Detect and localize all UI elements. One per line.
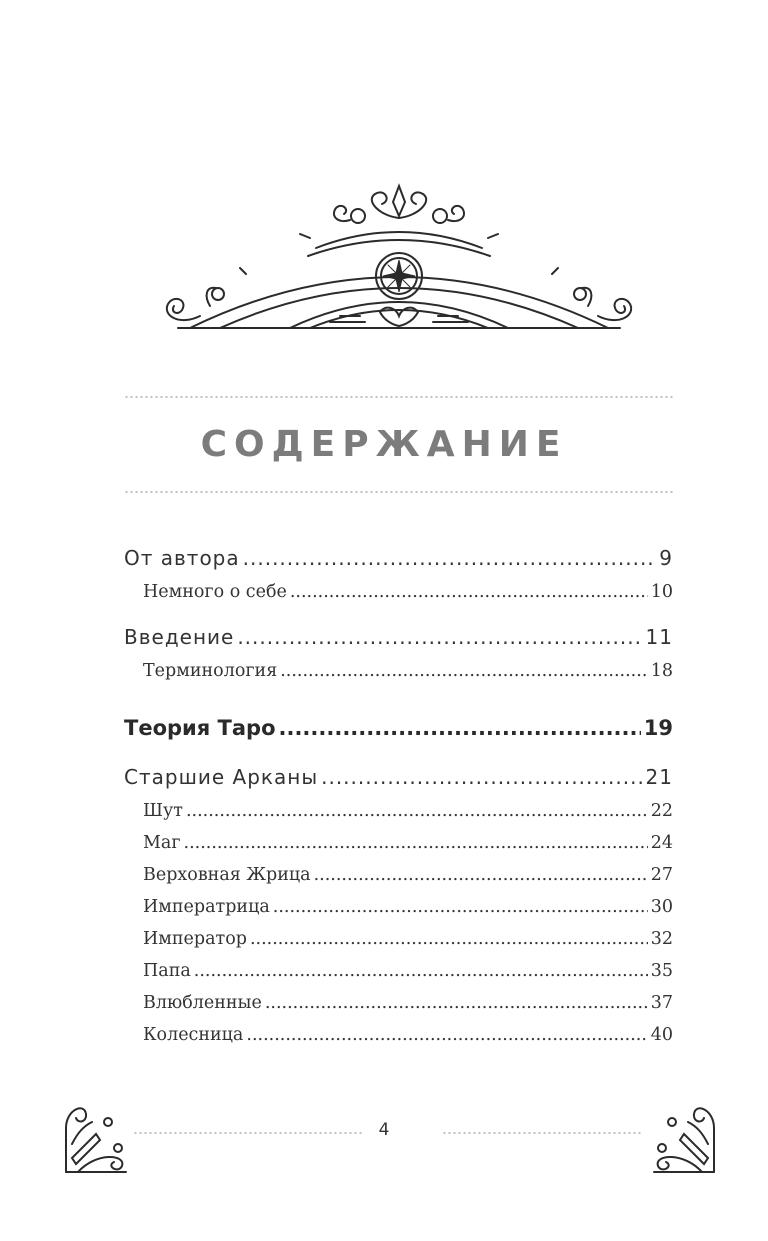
toc-entry[interactable] bbox=[143, 929, 673, 949]
toc-leader-dots bbox=[237, 625, 642, 649]
footer-right-rule bbox=[442, 1131, 642, 1135]
toc-entry-page: 35 bbox=[650, 961, 673, 981]
toc-entry[interactable] bbox=[124, 546, 673, 570]
toc-entry-page: 22 bbox=[650, 801, 673, 821]
toc-entry-page: 9 bbox=[659, 546, 673, 570]
toc-leader-dots bbox=[321, 765, 642, 789]
toc-entry[interactable] bbox=[143, 897, 673, 917]
toc-entry[interactable] bbox=[124, 625, 673, 649]
page-title: СОДЕРЖАНИЕ bbox=[200, 424, 568, 465]
toc-entry[interactable] bbox=[143, 833, 673, 853]
bottom-right-corner-ornament bbox=[650, 1088, 724, 1174]
toc-leader-dots bbox=[184, 833, 648, 853]
toc-entry-page: 30 bbox=[650, 897, 673, 917]
title-bottom-rule bbox=[124, 490, 674, 494]
toc-entry-title: Немного о себе bbox=[143, 582, 287, 602]
page-number: 4 bbox=[378, 1120, 390, 1140]
toc-entry-page: 24 bbox=[650, 833, 673, 853]
toc-entry-page: 21 bbox=[645, 765, 673, 789]
title-top-rule bbox=[124, 395, 674, 399]
toc-entry[interactable] bbox=[143, 993, 673, 1013]
footer-left-rule bbox=[133, 1131, 367, 1135]
toc-leader-dots bbox=[186, 801, 648, 821]
toc-leader-dots bbox=[246, 1025, 647, 1045]
toc-leader-dots bbox=[250, 929, 648, 949]
toc-entry-page: 18 bbox=[650, 661, 673, 681]
toc-entry-title: Теория Таро bbox=[124, 716, 276, 740]
toc-leader-dots bbox=[314, 865, 648, 885]
toc-leader-dots bbox=[243, 546, 657, 570]
toc-entry[interactable] bbox=[143, 582, 673, 602]
toc-leader-dots bbox=[194, 961, 648, 981]
toc-leader-dots bbox=[273, 897, 648, 917]
toc-entry-page: 27 bbox=[650, 865, 673, 885]
toc-entry-title: Маг bbox=[143, 833, 181, 853]
toc-entry[interactable] bbox=[124, 765, 673, 789]
toc-entry[interactable] bbox=[143, 1025, 673, 1045]
toc-entry-page: 40 bbox=[650, 1025, 673, 1045]
toc-entry-title: Терминология bbox=[143, 661, 278, 681]
toc-leader-dots bbox=[290, 582, 648, 602]
toc-entry[interactable] bbox=[143, 865, 673, 885]
bottom-left-corner-ornament bbox=[56, 1088, 130, 1174]
toc-entry[interactable] bbox=[143, 661, 673, 681]
toc-entry-title: Колесница bbox=[143, 1025, 244, 1045]
toc-entry-page: 32 bbox=[650, 929, 673, 949]
toc-part-entry[interactable] bbox=[124, 716, 673, 740]
toc-leader-dots bbox=[280, 661, 647, 681]
toc-entry-title: Шут bbox=[143, 801, 183, 821]
toc-entry[interactable] bbox=[143, 961, 673, 981]
toc-entry-title: Введение bbox=[124, 625, 235, 649]
toc-entry-page: 11 bbox=[645, 625, 673, 649]
toc-entry-page: 10 bbox=[650, 582, 673, 602]
top-arch-ornament bbox=[160, 176, 638, 336]
toc-entry-title: Папа bbox=[143, 961, 191, 981]
toc-entry[interactable] bbox=[143, 801, 673, 821]
toc-entry-page: 37 bbox=[650, 993, 673, 1013]
toc-leader-dots bbox=[265, 993, 648, 1013]
toc-entry-title: Император bbox=[143, 929, 247, 949]
toc-leader-dots bbox=[279, 716, 641, 740]
toc-entry-title: Императрица bbox=[143, 897, 270, 917]
toc-entry-title: Старшие Арканы bbox=[124, 765, 319, 789]
toc-entry-title: Влюбленные bbox=[143, 993, 262, 1013]
toc-entry-title: От автора bbox=[124, 546, 240, 570]
toc-entry-page: 19 bbox=[643, 716, 673, 740]
toc-entry-title: Верховная Жрица bbox=[143, 865, 311, 885]
